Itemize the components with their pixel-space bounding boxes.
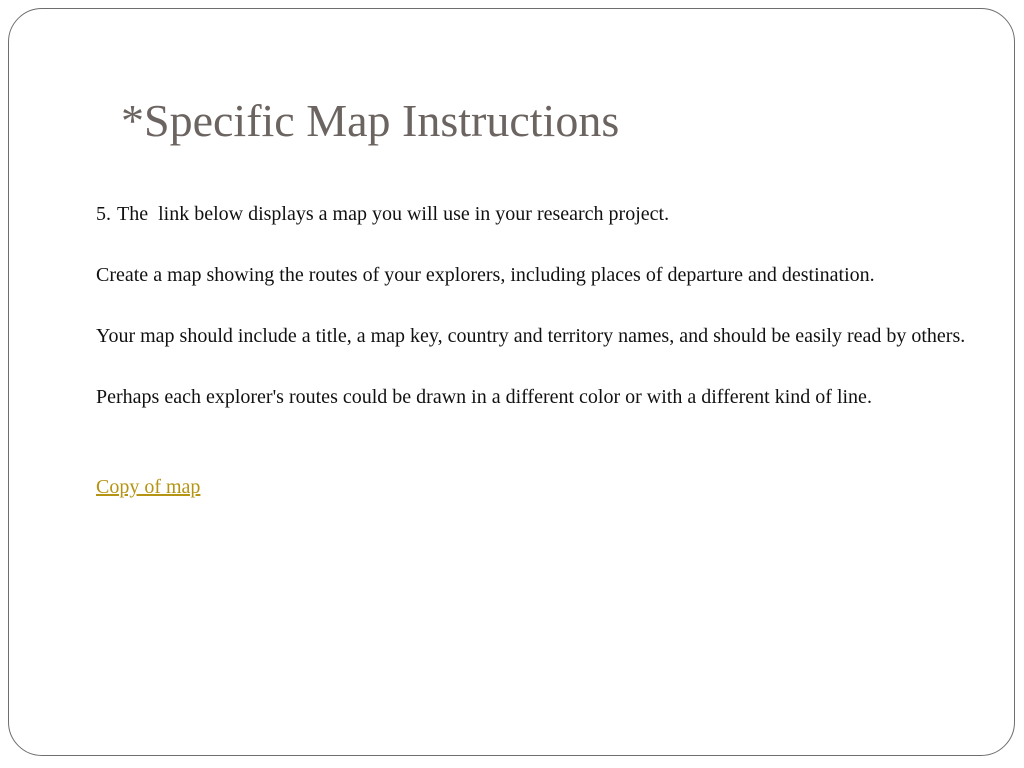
item-number: 5. [96,203,111,225]
paragraph-colors: Perhaps each explorer's routes could be drawn in a different color or with a different kind of line. [96,386,872,408]
slide-frame [8,8,1015,756]
copy-of-map-link[interactable]: Copy of map [96,476,201,498]
paragraph-text: The link below displays a map you will use in your research project. [117,203,670,225]
paragraph-requirements: Your map should include a title, a map key, country and territory names, and should be easily read by others. [96,325,966,347]
numbered-paragraph [96,199,966,230]
paragraph-routes: Create a map showing the routes of your explorers, including places of departure and destination. [96,264,875,286]
slide-body [96,199,966,503]
link-row [96,472,966,503]
slide-title: *Specific Map Instructions [121,95,620,146]
